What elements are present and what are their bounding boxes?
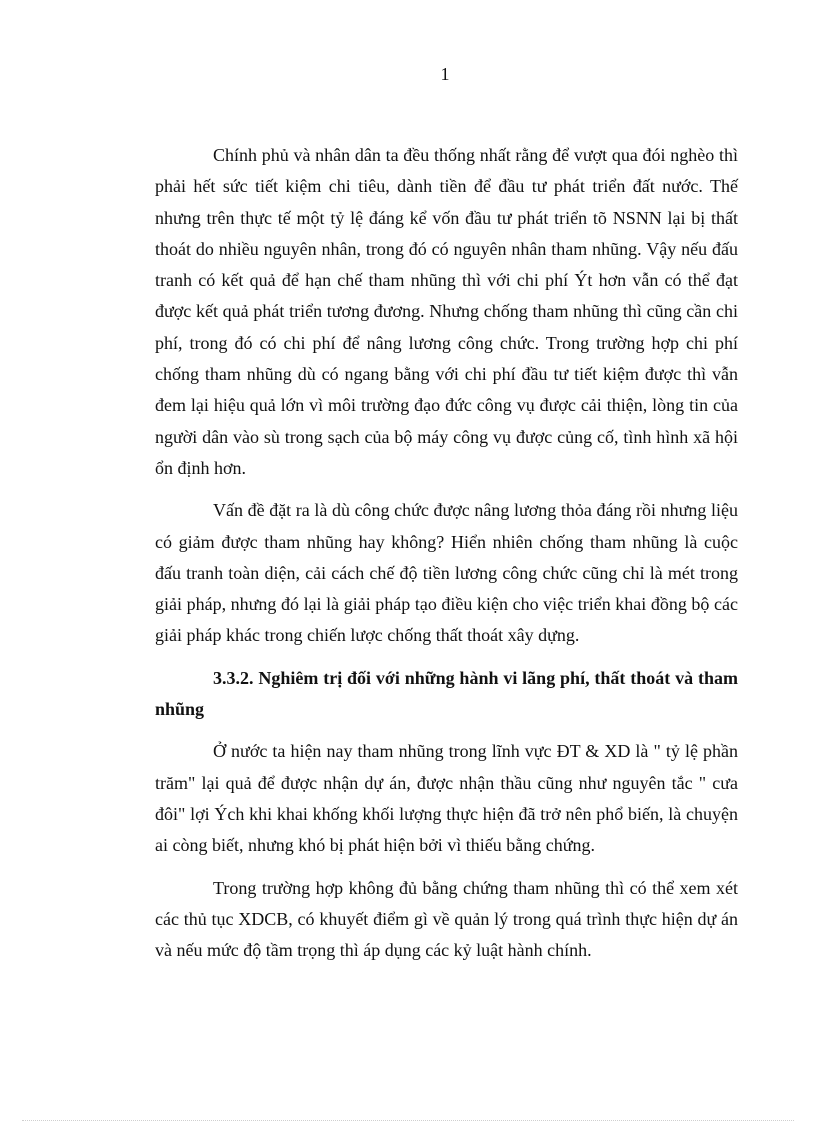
paragraph-2: Vấn đề đặt ra là dù công chức được nâng lương thỏa đáng rồi nhưng liệu có giảm được tham nhũng hay không? Hiển nhiên chống tham nhũng là cuộc đấu tranh toàn diện, cải cách chế độ tiền lương công chức cũng chỉ là mét trong giải pháp, nhưng đó lại là giải pháp tạo điều kiện cho việc triển khai đồng bộ các giải pháp khác trong chiến lược chống thất thoát xây dựng. [155, 500, 738, 646]
paragraph-3: Ở nước ta hiện nay tham nhũng trong lĩnh vực ĐT & XD là " tỷ lệ phần trăm" lại quả để được nhận dự án, được nhận thầu cũng như nguyên tắc " cưa đôi" lợi Ých khi khai khống khối lượng thực hiện đã trở nên phổ biến, là chuyện ai còng biết, nhưng khó bị phát hiện bởi vì thiếu bằng chứng. [155, 741, 738, 856]
paragraph-4: Trong trường hợp không đủ bằng chứng tham nhũng thì có thể xem xét các thủ tục XDCB, có khuyết điểm gì về quản lý trong quá trình thực hiện dự án và nếu mức độ tầm trọng thì áp dụng các kỷ luật hành chính. [155, 877, 738, 961]
paragraph-1: Chính phủ và nhân dân ta đều thống nhất rằng để vượt qua đói nghèo thì phải hết sức tiết kiệm chi tiêu, dành tiền để đầu tư phát triển đất nước. Thế nhưng trên thực tế một tỷ lệ đáng kể vốn đầu tư phát triển tõ NSNN lại bị thất thoát do nhiều nguyên nhân, trong đó có nguyên nhân tham nhũng. Vậy nếu đấu tranh có kết quả để hạn chế tham nhũng thì với chi phí Ýt hơn vẫn có thể đạt được kết quả phát triển tương đương. Nhưng chống tham nhũng thì cũng cần chi phí, trong đó có chi phí để nâng lương công chức. Trong trường hợp chi phí chống tham nhũng dù có ngang bằng với chi phí đầu tư tiết kiệm được thì vẫn đem lại hiệu quả lớn vì môi trường đạo đức công vụ được cải thiện, lòng tin của người dân vào sù trong sạch của bộ máy công vụ được củng cố, tình hình xã hội ổn định hơn. [155, 145, 738, 478]
page-number: 1 [440, 64, 450, 84]
page-bottom-divider [22, 1120, 794, 1121]
section-heading: 3.3.2. Nghiêm trị đối với những hành vi lãng phí, thất thoát và tham nhũng [155, 667, 738, 720]
document-body [155, 140, 738, 977]
